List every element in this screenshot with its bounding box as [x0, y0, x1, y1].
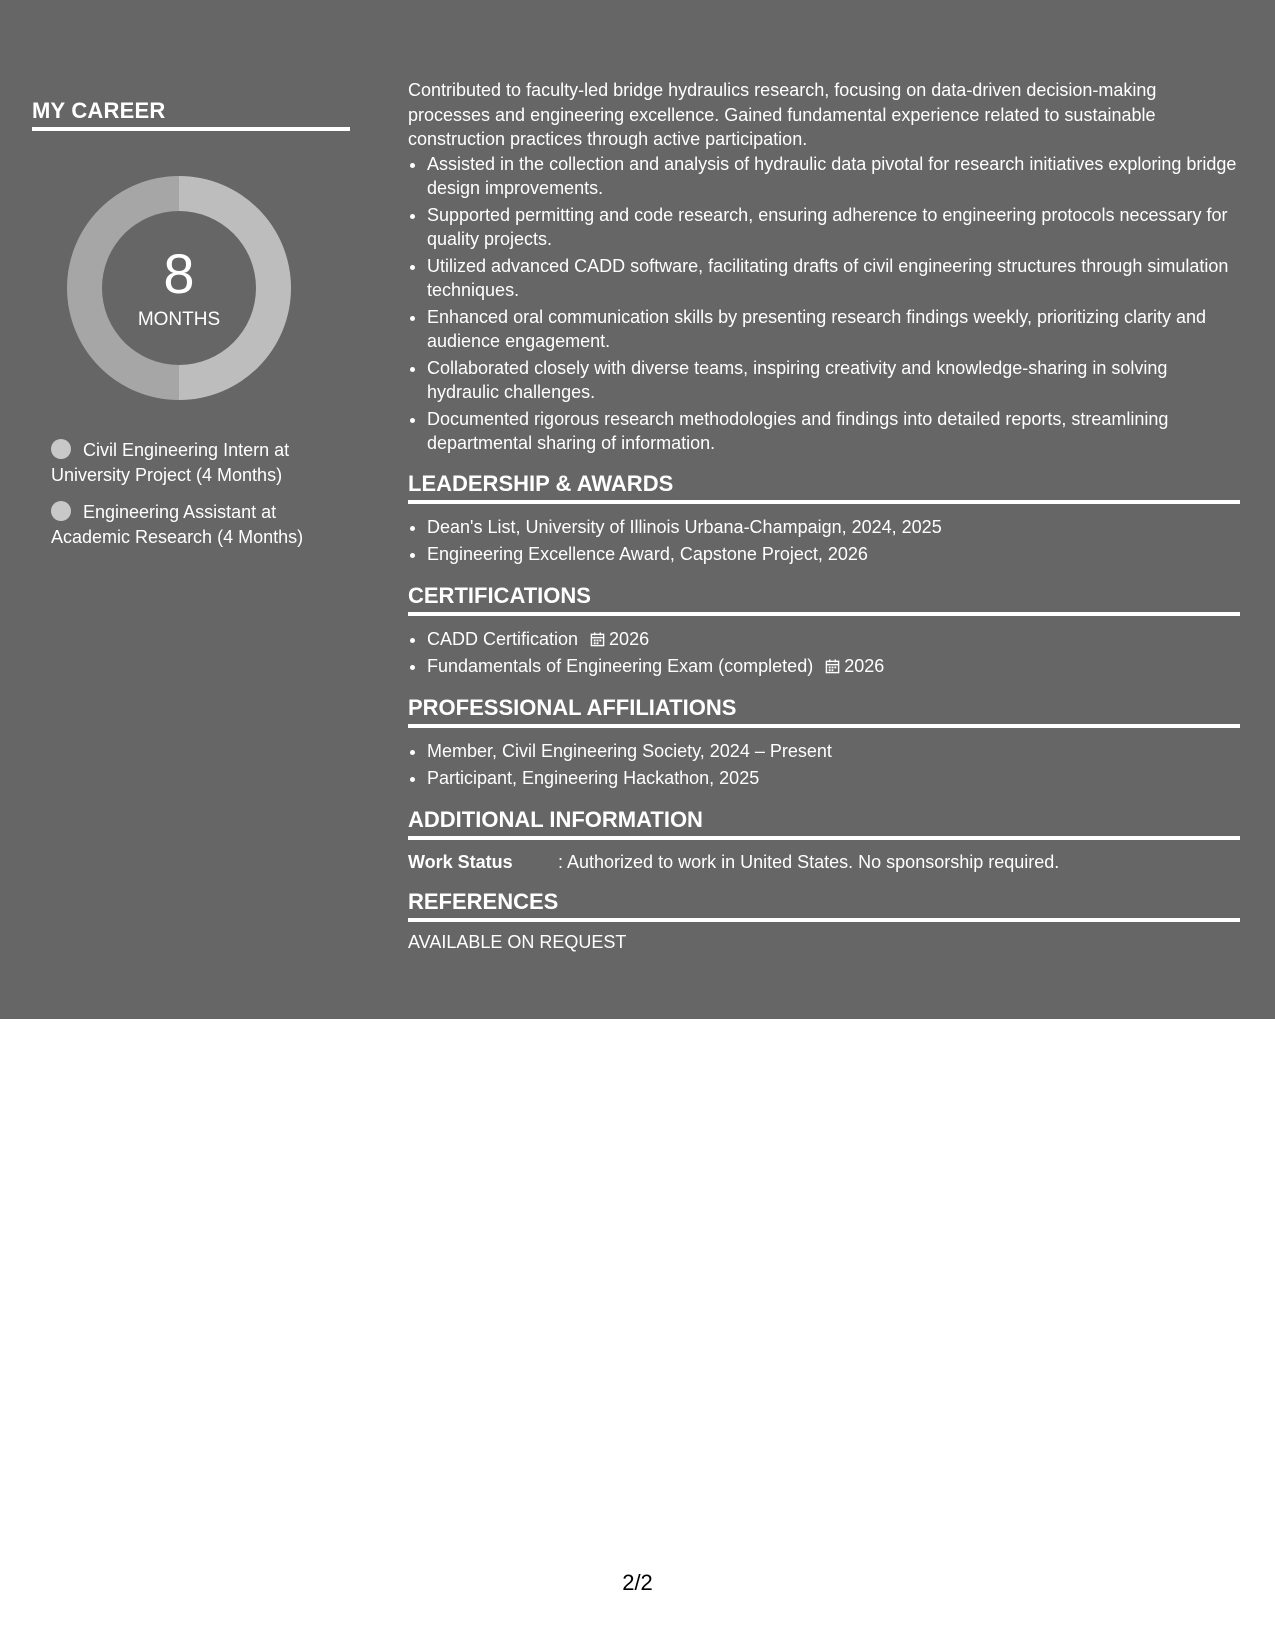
experience-intro: Contributed to faculty-led bridge hydraulics research, focusing on data-driven decision-making processes and engineering excellence. Gained fundamental experience related to sustainable construction practices through active participation.	[408, 80, 1157, 149]
calendar-icon	[825, 659, 840, 674]
affiliation-item: • Member, Civil Engineering Society, 2024 – Present	[427, 738, 1240, 765]
references-heading: REFERENCES	[408, 887, 1240, 922]
career-donut-chart	[67, 176, 291, 400]
certification-year: 2026	[609, 628, 650, 649]
experience-bullet: • Supported permitting and code research, ensuring adherence to engineering protocols necessary for quality projects.	[427, 203, 1240, 252]
leadership-item: • Dean's List, University of Illinois Urbana-Champaign, 2024, 2025	[427, 514, 1240, 541]
leadership-item: • Engineering Excellence Award, Capstone Project, 2026	[427, 541, 1240, 568]
additional-info-heading: ADDITIONAL INFORMATION	[408, 805, 1240, 840]
work-status-row	[408, 850, 1240, 874]
certifications-section	[408, 581, 1240, 680]
work-status-value: : Authorized to work in United States. No sponsorship required.	[558, 851, 1060, 872]
affiliation-item: • Participant, Engineering Hackathon, 2025	[427, 765, 1240, 792]
certification-item	[427, 653, 1240, 680]
references-text: AVAILABLE ON REQUEST	[408, 931, 627, 952]
experience-bullets	[408, 152, 1240, 456]
certifications-list	[408, 626, 1240, 680]
legend-label: Engineering Assistant at Academic Research (4 Months)	[51, 502, 304, 547]
career-sidebar	[32, 98, 352, 547]
legend-dot-icon	[51, 439, 71, 459]
certification-year: 2026	[844, 655, 885, 676]
donut-total-value: 8	[163, 242, 195, 305]
additional-info-section	[408, 805, 1240, 874]
experience-bullet: • Enhanced oral communication skills by presenting research findings weekly, prioritizing clarity and audience engagement.	[427, 305, 1240, 354]
legend-dot-icon	[51, 501, 71, 521]
legend-label: Civil Engineering Intern at University Project (4 Months)	[51, 440, 290, 485]
affiliations-list	[408, 738, 1240, 792]
leadership-section	[408, 469, 1240, 568]
experience-bullet: • Assisted in the collection and analysis of hydraulic data pivotal for research initiatives exploring bridge design improvements.	[427, 152, 1240, 201]
certification-item	[427, 626, 1240, 653]
experience-bullet: • Utilized advanced CADD software, facilitating drafts of civil engineering structures through simulation techniques.	[427, 254, 1240, 303]
references-section	[408, 887, 1240, 953]
affiliations-section	[408, 693, 1240, 792]
donut-total-unit: MONTHS	[137, 309, 221, 330]
career-heading: MY CAREER	[32, 98, 350, 131]
calendar-icon	[590, 632, 605, 647]
certification-name: Fundamentals of Engineering Exam (completed)	[427, 655, 814, 676]
leadership-list	[408, 514, 1240, 568]
certification-name: CADD Certification	[427, 628, 579, 649]
certifications-heading: CERTIFICATIONS	[408, 581, 1240, 616]
main-content	[408, 78, 1240, 953]
leadership-heading: LEADERSHIP & AWARDS	[408, 469, 1240, 504]
work-status-label: Work Status	[408, 851, 513, 872]
experience-bullet: • Documented rigorous research methodologies and findings into detailed reports, streamlining departmental sharing of information.	[427, 407, 1240, 456]
experience-bullet: • Collaborated closely with diverse teams, inspiring creativity and knowledge-sharing in solving hydraulic challenges.	[427, 356, 1240, 405]
page-number: 2/2	[622, 1570, 653, 1595]
legend-item	[51, 500, 351, 550]
legend-item	[51, 438, 351, 488]
career-legend	[51, 438, 351, 562]
affiliations-heading: PROFESSIONAL AFFILIATIONS	[408, 693, 1240, 728]
